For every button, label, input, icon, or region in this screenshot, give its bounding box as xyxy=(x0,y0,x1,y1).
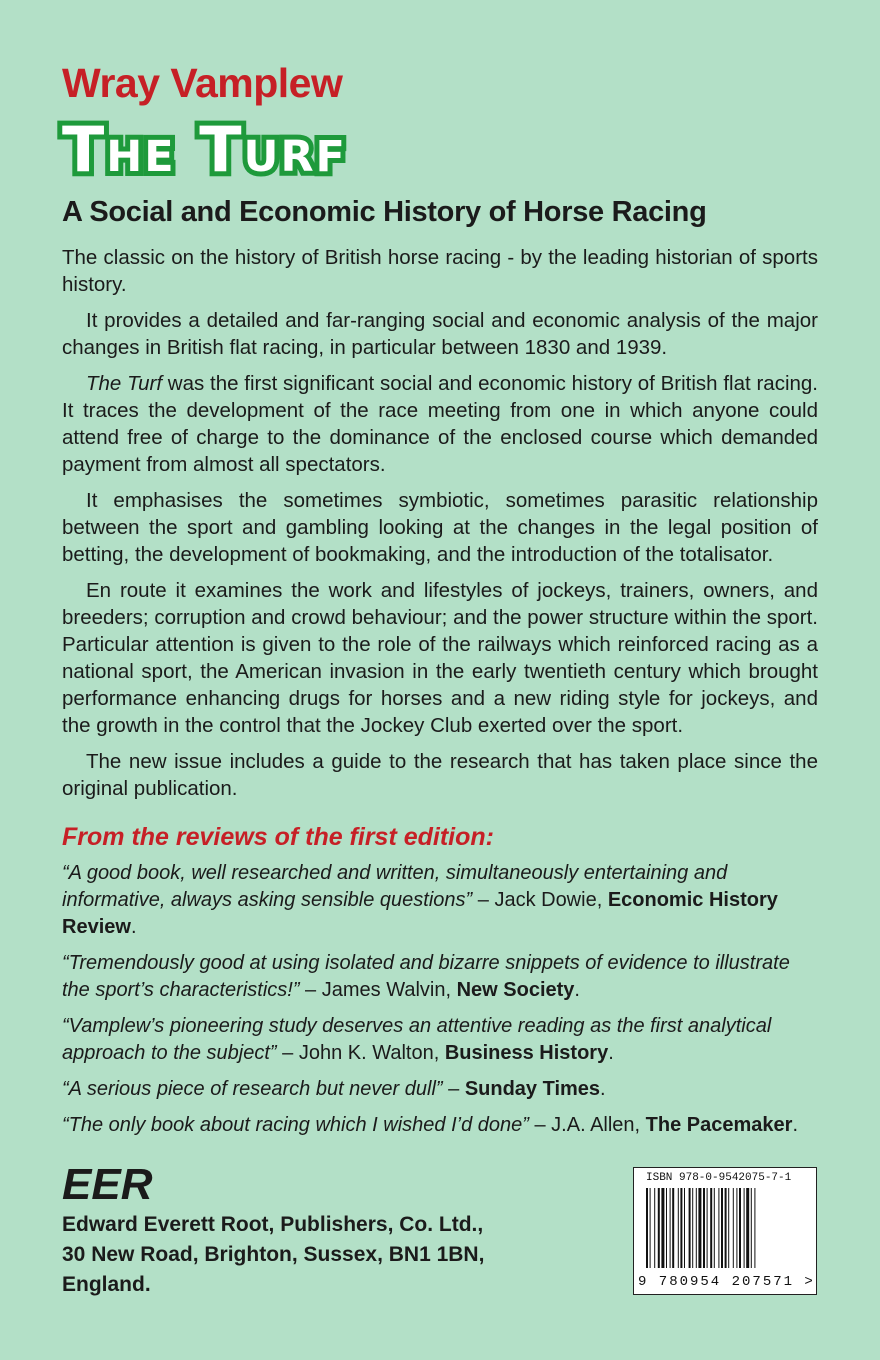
review-author: – John K. Walton, xyxy=(276,1042,445,1064)
barcode-bars-icon xyxy=(646,1188,804,1268)
ean-number: 9 780954 207571 > xyxy=(638,1274,815,1290)
blurb-paragraph xyxy=(62,370,818,478)
reviews-heading: From the reviews of the first edition: xyxy=(62,823,494,851)
review-source: Economic History Review xyxy=(62,889,778,938)
blurb-paragraph: It provides a detailed and far-ranging social and economic analysis of the major changes in British flat racing, in particular between 1830 and 1939. xyxy=(62,309,818,359)
review-author: – Jack Dowie, xyxy=(472,889,608,911)
blurb-paragraph: It emphasises the sometimes symbiotic, sometimes parasitic relationship between the sport and gambling looking at the changes in the legal position of betting, the development of bookmaking, and the introduction of the totalisator. xyxy=(62,489,818,566)
isbn-barcode xyxy=(633,1167,817,1295)
review-end: . xyxy=(600,1078,606,1100)
blurb-intro: The classic on the history of British horse racing - by the leading historian of sports history. xyxy=(62,246,818,296)
review-source: Sunday Times xyxy=(464,1078,601,1100)
review-source: Business History xyxy=(444,1042,609,1064)
back-cover xyxy=(62,58,818,1148)
author-name: Wray Vamplew xyxy=(62,60,343,106)
review-author: – xyxy=(442,1078,465,1100)
publisher-address-line: 30 New Road, Brighton, Sussex, BN1 1BN, xyxy=(62,1243,485,1266)
publisher-address-line: England. xyxy=(62,1273,151,1296)
blurb xyxy=(62,244,818,802)
review-quote: “A good book, well researched and written, simultaneously entertaining and informative, always asking sensible questions” xyxy=(62,862,728,911)
reviews-list xyxy=(62,860,818,1139)
review-item xyxy=(62,950,818,1004)
review-author: – J.A. Allen, xyxy=(528,1114,646,1136)
review-item xyxy=(62,1112,818,1139)
blurb-paragraph: The new issue includes a guide to the research that has taken place since the original publication. xyxy=(62,750,818,800)
review-item xyxy=(62,1076,818,1103)
publisher-address-line: Edward Everett Root, Publishers, Co. Ltd., xyxy=(62,1213,484,1236)
review-quote: “A serious piece of research but never dull” xyxy=(62,1078,443,1100)
review-item xyxy=(62,1013,818,1067)
review-source: New Society xyxy=(456,979,575,1001)
inline-title: The Turf xyxy=(86,372,163,395)
book-subtitle: A Social and Economic History of Horse Racing xyxy=(62,196,707,228)
blurb-paragraph: En route it examines the work and lifestyles of jockeys, trainers, owners, and breeders; corruption and crowd behaviour; and the power structure within the sport. Particular attention is given to the role of the railways which reinforced racing as a national sport, the American invasion in the early twentieth century which brought performance enhancing drugs for horses and a new riding style for jockeys, and the growth in the control that the Jockey Club exerted over the sport. xyxy=(62,579,818,737)
review-end: . xyxy=(792,1114,798,1136)
review-quote: “The only book about racing which I wished I’d done” xyxy=(62,1114,529,1136)
review-end: . xyxy=(608,1042,614,1064)
review-quote: “Tremendously good at using isolated and bizarre snippets of evidence to illustrate the sport’s characteristics!” xyxy=(62,952,790,1001)
review-quote: “Vamplew’s pioneering study deserves an attentive reading as the first analytical approach to the subject” xyxy=(62,1015,772,1064)
review-source: The Pacemaker xyxy=(645,1114,793,1136)
review-author: – James Walvin, xyxy=(299,979,457,1001)
isbn-label: ISBN 978-0-9542075-7-1 xyxy=(646,1172,792,1184)
review-end: . xyxy=(130,916,137,938)
publisher-logo: EER xyxy=(62,1160,153,1209)
publisher-block xyxy=(62,1160,484,1300)
blurb-text: was the first significant social and economic history of British flat racing. It traces the development of the race meeting from one in which anyone could attend free of charge to the dominance of the enclosed course which demanded payment from almost all spectators. xyxy=(62,372,818,476)
review-end: . xyxy=(574,979,580,1001)
review-item xyxy=(62,860,818,941)
book-title: The Turf xyxy=(62,113,347,186)
